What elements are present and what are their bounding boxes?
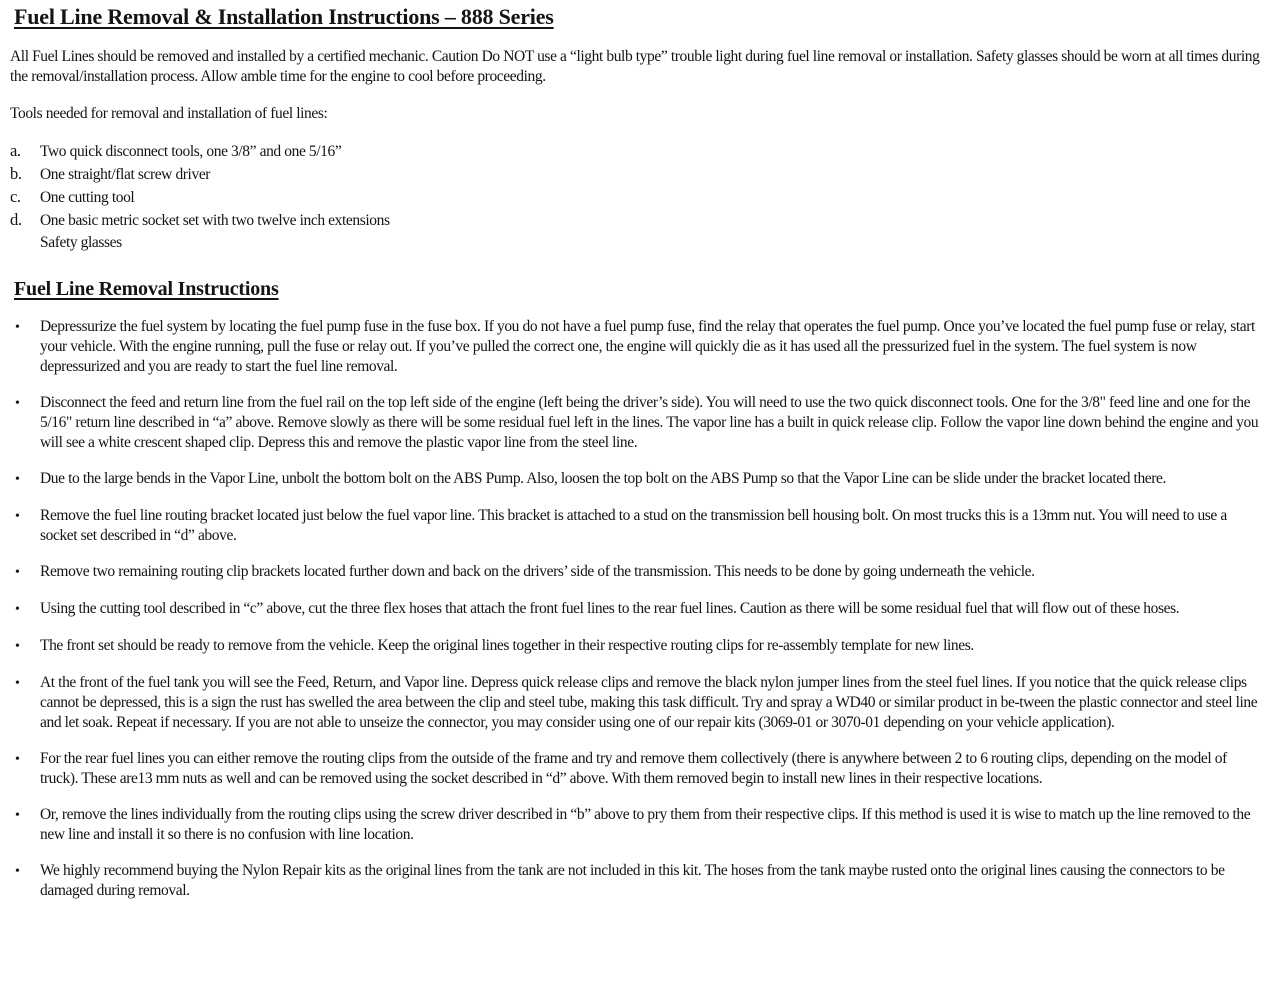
bullet-icon: • bbox=[15, 472, 20, 487]
bullet-icon: • bbox=[15, 808, 20, 823]
bullet-item bbox=[10, 749, 1266, 789]
bullet-item bbox=[10, 636, 1266, 657]
bullet-item bbox=[10, 469, 1266, 490]
section-heading: Fuel Line Removal Instructions bbox=[14, 278, 279, 300]
bullet-icon: • bbox=[15, 864, 20, 879]
bullet-item bbox=[10, 562, 1266, 583]
bullet-text: Due to the large bends in the Vapor Line, unbolt the bottom bolt on the ABS Pump. Also, loosen the top bolt on the ABS Pump so that the Vapor Line can be slide under the bracket located there. bbox=[40, 470, 1166, 487]
bullet-icon: • bbox=[15, 565, 20, 580]
tools-list bbox=[10, 141, 1266, 253]
tool-text: Safety glasses bbox=[40, 234, 122, 251]
bullet-item bbox=[10, 805, 1266, 845]
bullet-text: We highly recommend buying the Nylon Repair kits as the original lines from the tank are not included in this kit. The hoses from the tank maybe rusted onto the original lines causing the connectors to be damaged during removal. bbox=[40, 862, 1225, 899]
tool-item bbox=[10, 210, 1266, 231]
tools-intro: Tools needed for removal and installation of fuel lines: bbox=[10, 105, 328, 122]
list-marker: a. bbox=[10, 141, 21, 160]
bullet-icon: • bbox=[15, 396, 20, 411]
list-marker: b. bbox=[10, 164, 22, 183]
bullet-text: For the rear fuel lines you can either remove the routing clips from the outside of the frame and try and remove them collectively (there is anywhere between 2 to 6 routing clips, depending on the model of truck). These are13 mm nuts as well and can be removed using the socket described in “d” above. With them removed begin to install new lines in their respective locations. bbox=[40, 750, 1227, 787]
list-marker: c. bbox=[10, 187, 21, 206]
bullet-text: Or, remove the lines individually from the routing clips using the screw driver described in “b” above to pry them from their respective clips. If this method is used it is wise to match up the line removed to the new line and install it so there is no confusion with line location. bbox=[40, 806, 1251, 843]
tool-item bbox=[10, 187, 1266, 208]
bullet-text: Depressurize the fuel system by locating the fuel pump fuse in the fuse box. If you do not have a fuel pump fuse, find the relay that operates the fuel pump. Once you’ve located the fuel pump fuse or relay, start your vehicle. With the engine running, pull the fuse or relay out. If you’ve pulled the correct one, the engine will quickly die as it has used all the pressurized fuel in the system. The fuel system is now depressurized and you are ready to start the fuel line removal. bbox=[40, 318, 1255, 375]
bullet-text: The front set should be ready to remove from the vehicle. Keep the original lines together in their respective routing clips for re-assembly template for new lines. bbox=[40, 637, 974, 654]
tool-item bbox=[10, 164, 1266, 185]
tool-text: One basic metric socket set with two twelve inch extensions bbox=[40, 212, 390, 229]
bullet-text: Remove two remaining routing clip brackets located further down and back on the drivers’ side of the transmission. This needs to be done by going underneath the vehicle. bbox=[40, 563, 1035, 580]
bullet-text: Using the cutting tool described in “c” above, cut the three flex hoses that attach the front fuel lines to the rear fuel lines. Caution as there will be some residual fuel that will flow out of these hoses. bbox=[40, 600, 1180, 617]
bullet-text: Remove the fuel line routing bracket located just below the fuel vapor line. This bracket is attached to a stud on the transmission bell housing bolt. On most trucks this is a 13mm nut. You will need to use a socket set described in “d” above. bbox=[40, 507, 1227, 544]
bullet-icon: • bbox=[15, 752, 20, 767]
tool-text: Two quick disconnect tools, one 3/8” and one 5/16” bbox=[40, 143, 342, 160]
tool-text: One cutting tool bbox=[40, 189, 135, 206]
tool-item-continuation bbox=[10, 233, 1266, 253]
bullet-item bbox=[10, 506, 1266, 546]
tool-text: One straight/flat screw driver bbox=[40, 166, 211, 183]
bullet-icon: • bbox=[15, 639, 20, 654]
bullet-text: Disconnect the feed and return line from the fuel rail on the top left side of the engine (left being the driver’s side). You will need to use the two quick disconnect tools. One for the 3/8" feed line and one for the 5/16" return line described in “a” above. Remove slowly as there will be some residual fuel left in the lines. The vapor line has a built in quick release clip. Follow the vapor line down behind the engine and you will see a white crescent shaped clip. Depress this and remove the plastic vapor line from the steel line. bbox=[40, 394, 1259, 451]
bullet-item bbox=[10, 599, 1266, 620]
bullet-item bbox=[10, 317, 1266, 377]
bullet-item bbox=[10, 861, 1266, 901]
document-title: Fuel Line Removal & Installation Instructions – 888 Series bbox=[14, 4, 554, 29]
instruction-list bbox=[10, 317, 1266, 901]
tool-item bbox=[10, 141, 1266, 162]
bullet-item bbox=[10, 393, 1266, 453]
bullet-icon: • bbox=[15, 676, 20, 691]
bullet-icon: • bbox=[15, 320, 20, 335]
bullet-icon: • bbox=[15, 602, 20, 617]
bullet-item bbox=[10, 673, 1266, 733]
bullet-text: At the front of the fuel tank you will see the Feed, Return, and Vapor line. Depress quick release clips and remove the black nylon jumper lines from the steel fuel lines. If you notice that the quick release clips cannot be depressed, this is a sign the rust has swelled the area between the clip and steel tube, making this task difficult. Try and spray a WD40 or similar product in be-tween the plastic connector and steel line and let soak. Repeat if necessary. If you are not able to unseize the connector, you may consider using one of our repair kits (3069-01 or 3070-01 depending on your vehicle application). bbox=[40, 674, 1258, 731]
bullet-icon: • bbox=[15, 509, 20, 524]
intro-paragraph: All Fuel Lines should be removed and installed by a certified mechanic. Caution Do NOT use a “light bulb type” trouble light during fuel line removal or installation. Safety glasses should be worn at all times during the removal/installation process. Allow amble time for the engine to cool before proceeding. bbox=[10, 48, 1260, 85]
list-marker: d. bbox=[10, 210, 22, 229]
